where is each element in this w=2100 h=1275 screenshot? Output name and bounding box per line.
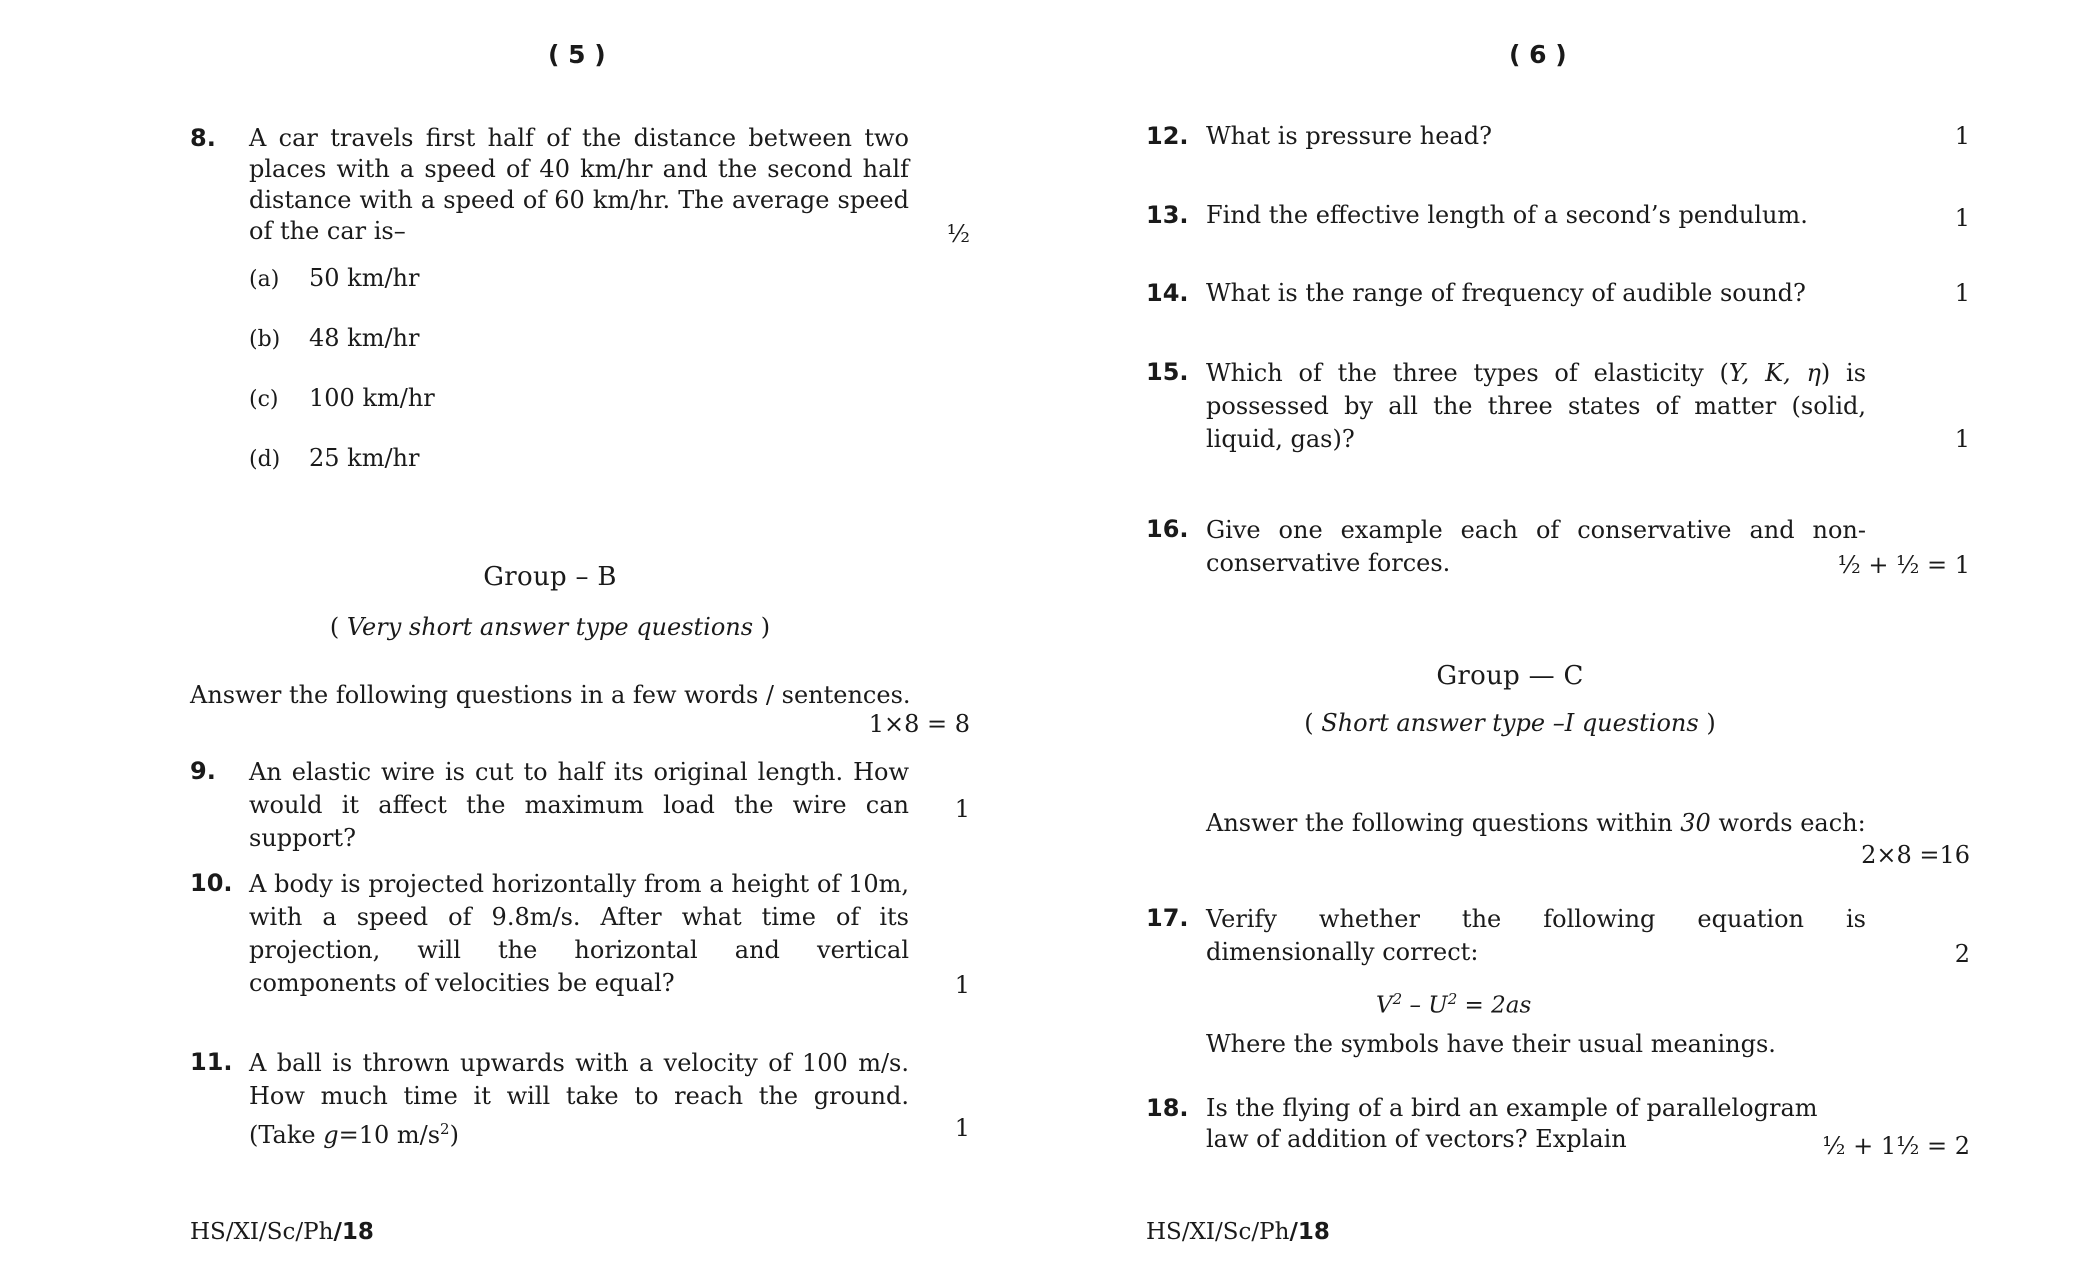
equation-v: V [1376,992,1393,1019]
question-11-marks: 1 [954,1114,970,1142]
option-a [249,264,419,292]
question-18-text: Is the flying of a bird an example of parallelogram law of addition of vectors? Explain [1206,1094,1818,1153]
question-12-text: What is pressure head? [1206,122,1492,150]
option-d [249,444,419,472]
option-label: (c) [249,387,279,412]
group-b-subheading: ( Very short answer type questions ) [329,613,771,641]
question-number-10: 10. [190,869,233,897]
option-text: 100 km/hr [309,384,435,412]
question-number-15: 15. [1146,358,1189,386]
question-number-8: 8. [190,124,216,152]
right-page [1050,0,2100,1275]
footer-code-number: /18 [1289,1219,1330,1245]
equation-rhs: = 2as [1464,992,1532,1019]
option-label: (a) [249,267,280,292]
option-c [249,384,435,412]
group-c-instruction-start: Answer the following questions within [1206,809,1681,837]
equation-u-exponent: 2 [1447,990,1458,1008]
question-10-marks: 1 [954,971,970,999]
question-14-text: What is the range of frequency of audible sound? [1206,279,1806,307]
question-8-marks: ½ [946,220,970,248]
question-12-marks: 1 [1954,122,1970,150]
group-c-word-limit: 30 [1680,809,1711,837]
footer-code-number: /18 [333,1219,374,1245]
question-11-text [249,1047,909,1152]
question-number-11: 11. [190,1048,233,1076]
group-c-instruction [1206,808,1866,839]
exponent: 2 [440,1120,450,1138]
group-b-heading: Group – B [483,562,617,592]
question-number-12: 12. [1146,122,1189,150]
question-15-text-end: ) is possessed by all the three states of matter (solid, liquid, gas)? [1206,359,1867,453]
group-c-marks: 2×8 =16 [1861,841,1970,869]
question-18-marks: ½ + 1½ = 2 [1822,1132,1970,1160]
elasticity-symbols: Y, K, η [1728,359,1821,387]
question-17-note: Where the symbols have their usual meanings. [1206,1030,1776,1058]
group-c-subheading-text: Short answer type –I questions [1321,709,1699,737]
question-10-text: A body is projected horizontally from a height of 10m, with a speed of 9.8m/s. After what time of its projection, will the horizontal and vertical components of velocities be equal? [249,870,909,997]
footer-code [190,1219,374,1245]
question-number-17: 17. [1146,904,1189,932]
question-9-marks: 1 [954,795,970,823]
option-text: 25 km/hr [309,444,420,472]
group-c-instruction-end: words each: [1710,809,1866,837]
question-11-text-main: A ball is thrown upwards with a velocity of 100 m/s. How much time it will take to reach the ground. [249,1049,909,1110]
question-15-text-start: Which of the three types of elasticity ( [1206,359,1729,387]
group-b-marks: 1×8 = 8 [868,710,970,738]
question-13-text: Find the effective length of a second’s pendulum. [1206,201,1808,229]
group-b-subheading-text: Very short answer type questions [346,613,754,641]
group-b-instruction: Answer the following questions in a few words / sentences. [190,681,911,709]
group-c-heading: Group — C [1436,661,1584,691]
question-number-9: 9. [190,757,216,785]
footer-code-text: HS/XI/Sc/Ph [1146,1219,1290,1245]
option-label: (d) [249,447,281,472]
question-8-text: A car travels first half of the distance between two places with a speed of 40 km/hr and the second half distance with a speed of 60 km/hr. The average speed of the car is– [249,124,909,245]
group-c-subheading: ( Short answer type –I questions ) [1304,709,1716,737]
question-14-marks: 1 [1954,279,1970,307]
question-9-text: An elastic wire is cut to half its original length. How would it affect the maximum load the wire can support? [249,758,909,852]
question-15-marks: 1 [1954,425,1970,453]
equation: $V^2 - U^2 = 2as$ [1376,990,1532,1019]
gravity-value: =10 m/s [338,1121,441,1149]
equation-u: U [1428,992,1448,1019]
question-16-marks: ½ + ½ = 1 [1837,551,1970,579]
option-b [249,324,419,352]
question-number-13: 13. [1146,201,1189,229]
question-number-16: 16. [1146,515,1189,543]
page-number: ( 5 ) [548,40,606,69]
option-text: 48 km/hr [309,324,420,352]
question-17-marks: 2 [1954,940,1970,968]
question-16-text: Give one example each of conservative and non-conservative forces. [1206,516,1866,577]
footer-code [1146,1219,1330,1245]
footer-code-text: HS/XI/Sc/Ph [190,1219,334,1245]
page-number: ( 6 ) [1509,40,1567,69]
question-11-close: ) [449,1121,459,1149]
question-number-18: 18. [1146,1094,1189,1122]
question-13-marks: 1 [1954,204,1970,232]
equation-v-exponent: 2 [1392,990,1403,1008]
question-11-take: (Take [249,1121,324,1149]
question-number-14: 14. [1146,279,1189,307]
question-15-text [1206,357,1866,456]
option-text: 50 km/hr [309,264,420,292]
gravity-symbol: g [323,1121,339,1149]
option-label: (b) [249,327,281,352]
question-17-text: Verify whether the following equation is dimensionally correct: [1206,905,1866,966]
